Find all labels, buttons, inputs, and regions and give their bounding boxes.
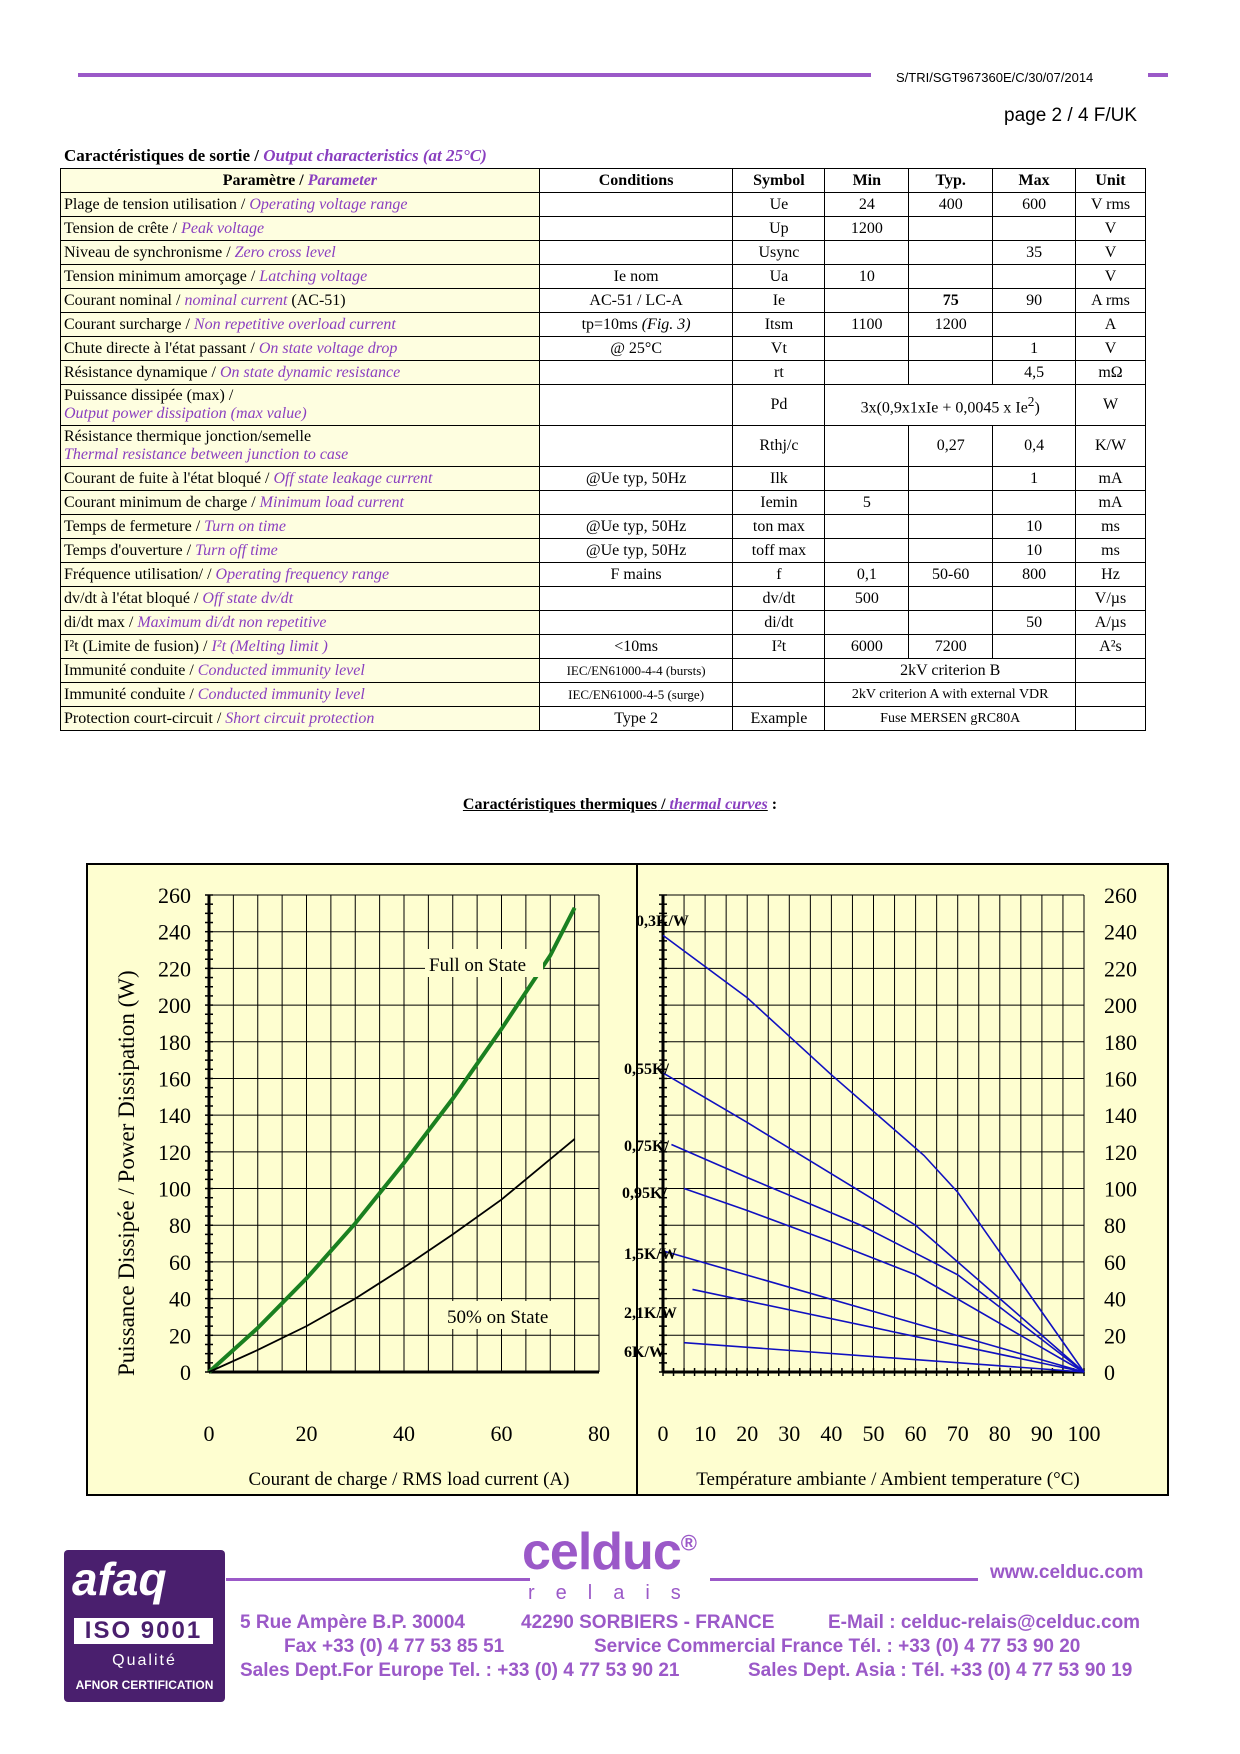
left-x-axis-title: Courant de charge / RMS load current (A) <box>248 1469 570 1490</box>
param-en: Operating frequency range <box>215 565 390 583</box>
cond-value: @ 25°C <box>610 339 662 357</box>
footer-sales-europe: Sales Dept.For Europe Tel. : +33 (0) 4 77 53 90 21 <box>240 1660 680 1681</box>
param-en: Latching voltage <box>259 267 368 285</box>
y-tick-label: 240 <box>158 919 191 945</box>
cell-min: 500 <box>825 587 909 611</box>
x-tick-label: 80 <box>588 1421 610 1446</box>
param-en: Minimum load current <box>259 493 404 511</box>
cell-unit: V/µs <box>1076 587 1146 611</box>
document-reference: S/TRI/SGT967360E/C/30/07/2014 <box>896 70 1094 85</box>
x-tick-label: 0 <box>203 1421 215 1446</box>
label-50-on-state: 50% on State <box>447 1307 549 1328</box>
cell-min: 1200 <box>825 217 909 241</box>
param-en: Conducted immunity level <box>197 685 365 703</box>
series-line-derating <box>684 1189 1084 1372</box>
cond-value: IEC/EN61000-4-5 (surge) <box>568 686 705 702</box>
param-en: Operating voltage range <box>249 195 408 213</box>
param-fr: Immunité conduite <box>64 685 186 703</box>
page-number: page 2 / 4 F/UK <box>1004 105 1138 126</box>
y-tick-label: 180 <box>1104 1029 1137 1055</box>
cell-typ: 7200 <box>909 635 993 659</box>
cell-unit: W <box>1076 385 1146 426</box>
y-tick-label: 160 <box>158 1066 191 1092</box>
param-en: Maximum di/dt non repetitive <box>137 613 327 631</box>
series-line-derating <box>684 1343 1084 1372</box>
param-fr: Courant nominal <box>64 291 172 309</box>
y-tick-label: 120 <box>1104 1139 1137 1165</box>
label-0-95kw: 0,95K/ <box>622 1185 667 1202</box>
param-en: Short circuit protection <box>225 709 375 727</box>
cell-symbol: Rthj/c <box>733 426 825 467</box>
y-tick-label: 160 <box>1104 1066 1137 1092</box>
cell-unit: mA <box>1076 491 1146 515</box>
cell-parameter: I²t (Limite de fusion) / I²t (Melting limit ) <box>61 635 540 659</box>
param-en: Zero cross level <box>234 243 336 261</box>
cell-min: 1100 <box>825 313 909 337</box>
label-2-1kw: 2,1K/W <box>624 1305 677 1322</box>
cond-figure-ref: (Fig. 3) <box>641 315 691 333</box>
thermal-section-title: Caractéristiques thermiques / thermal curves : <box>462 796 778 813</box>
param-fr: di/dt max <box>64 613 125 631</box>
formula-exponent: 2 <box>1027 393 1035 409</box>
left-y-axis-title: Puissance Dissipée / Power Dissipation (W) <box>114 970 139 1376</box>
param-en: Conducted immunity level <box>197 661 365 679</box>
iso-9001-label: ISO 9001 <box>74 1618 213 1644</box>
y-tick-label: 40 <box>169 1286 191 1312</box>
x-tick-label: 60 <box>904 1421 927 1446</box>
cond-value: IEC/EN61000-4-4 (bursts) <box>566 662 706 678</box>
cell-spanned-value: 2kV criterion B <box>825 659 1076 683</box>
cell-parameter: Chute directe à l'état passant / On state voltage drop <box>61 337 540 361</box>
cell-max: 4,5 <box>993 361 1076 385</box>
cell-symbol: toff max <box>733 539 825 563</box>
cell-parameter: dv/dt à l'état bloqué / Off state dv/dt <box>61 587 540 611</box>
series-line-derating <box>692 1289 1084 1372</box>
cell-unit: A²s <box>1076 635 1146 659</box>
website-link[interactable]: www.celduc.com <box>990 1562 1144 1583</box>
cell-unit: V <box>1076 265 1146 289</box>
formula-end: ) <box>1034 399 1040 417</box>
cell-parameter: Courant nominal / nominal current (AC-51) <box>61 289 540 313</box>
param-en: Turn on time <box>204 517 286 535</box>
cell-min: 0,1 <box>825 563 909 587</box>
cell-symbol: ton max <box>733 515 825 539</box>
right-chart-grid <box>659 895 1084 1376</box>
cell-min: 5 <box>825 491 909 515</box>
y-tick-label: 260 <box>158 883 191 908</box>
celduc-logo <box>522 1522 696 1582</box>
cell-min: 6000 <box>825 635 909 659</box>
param-en: On state dynamic resistance <box>219 363 401 381</box>
cell-spanned-value: 2kV criterion A with external VDR <box>825 683 1076 707</box>
x-tick-label: 30 <box>778 1421 801 1446</box>
thermal-title-colon: : <box>771 796 778 813</box>
label-0-3kw: 0,3K/W <box>636 913 689 930</box>
cond-value: tp=10ms <box>581 315 638 333</box>
cell-parameter: Protection court-circuit / Short circuit protection <box>61 707 540 731</box>
cell-unit: V <box>1076 337 1146 361</box>
cell-symbol: Ue <box>733 193 825 217</box>
cell-unit: K/W <box>1076 426 1146 467</box>
cell-parameter: di/dt max / Maximum di/dt non repetitive <box>61 611 540 635</box>
param-fr: Fréquence utilisation/ <box>64 565 204 583</box>
y-tick-label: 0 <box>180 1360 191 1385</box>
celduc-wordmark: celduc <box>522 1523 681 1581</box>
cell-parameter: Immunité conduite / Conducted immunity level <box>61 659 540 683</box>
y-tick-label: 260 <box>1104 883 1137 908</box>
x-tick-label: 10 <box>694 1421 717 1446</box>
cell-parameter: Immunité conduite / Conducted immunity level <box>61 683 540 707</box>
x-tick-label: 50 <box>862 1421 885 1446</box>
formula-text: 3x(0,9x1xIe + 0,0045 x Ie <box>860 399 1028 417</box>
cell-parameter: Résistance dynamique / On state dynamic resistance <box>61 361 540 385</box>
cond-value: F mains <box>610 565 662 583</box>
cell-parameter: Plage de tension utilisation / Operating voltage range <box>61 193 540 217</box>
cell-parameter: Courant de fuite à l'état bloqué / Off state leakage current <box>61 467 540 491</box>
y-tick-label: 200 <box>158 993 191 1019</box>
cell-symbol: Ie <box>733 289 825 313</box>
y-tick-label: 240 <box>1104 919 1137 945</box>
afaq-wordmark: afaq <box>72 1553 167 1605</box>
cell-unit: V rms <box>1076 193 1146 217</box>
cell-spanned-value: Fuse MERSEN gRC80A <box>825 707 1076 731</box>
cond-value: @Ue typ, 50Hz <box>585 517 687 535</box>
cell-unit: ms <box>1076 515 1146 539</box>
x-tick-label: 90 <box>1030 1421 1053 1446</box>
x-tick-label: 20 <box>736 1421 759 1446</box>
thermal-title-en: thermal curves <box>669 796 768 813</box>
y-tick-label: 140 <box>1104 1103 1137 1129</box>
series-line-50-on-state <box>209 1139 575 1372</box>
y-tick-label: 20 <box>1104 1323 1126 1349</box>
output-title-en: Output characteristics (at 25°C) <box>263 146 487 165</box>
cell-unit: Hz <box>1076 563 1146 587</box>
cond-value: Ie nom <box>613 267 659 285</box>
quality-label: Qualité <box>112 1652 177 1669</box>
param-fr: Tension de crête <box>64 219 169 237</box>
cell-typ: 50-60 <box>909 563 993 587</box>
cell-min: 24 <box>825 193 909 217</box>
x-tick-label: 80 <box>988 1421 1011 1446</box>
cell-unit: V <box>1076 217 1146 241</box>
param-fr: Plage de tension utilisation <box>64 195 237 213</box>
cell-max: 0,4 <box>993 426 1076 467</box>
param-fr: Courant minimum de charge <box>64 493 248 511</box>
x-tick-label: 40 <box>393 1421 415 1446</box>
cell-parameter: Tension de crête / Peak voltage <box>61 217 540 241</box>
cond-value: @Ue typ, 50Hz <box>585 541 687 559</box>
cell-symbol: f <box>733 563 825 587</box>
param-en: Off state leakage current <box>273 469 433 487</box>
cell-max: 800 <box>993 563 1076 587</box>
cell-parameter: Niveau de synchronisme / Zero cross level <box>61 241 540 265</box>
thermal-title-fr: Caractéristiques thermiques <box>462 796 658 813</box>
cell-typ: 1200 <box>909 313 993 337</box>
footer-rule-right <box>710 1578 978 1581</box>
cell-parameter: Courant surcharge / Non repetitive overload current <box>61 313 540 337</box>
cell-symbol: Up <box>733 217 825 241</box>
cell-unit: A <box>1076 313 1146 337</box>
param-fr: Niveau de synchronisme <box>64 243 223 261</box>
cell-max: 50 <box>993 611 1076 635</box>
cell-typ: 400 <box>909 193 993 217</box>
footer-address: 5 Rue Ampère B.P. 30004 <box>240 1612 465 1633</box>
param-fr: Temps d'ouverture <box>64 541 183 559</box>
cell-max: 10 <box>993 515 1076 539</box>
cond-value: <10ms <box>614 637 658 655</box>
y-tick-label: 60 <box>169 1249 191 1275</box>
x-tick-label: 100 <box>1067 1421 1101 1446</box>
right-x-axis-title: Température ambiante / Ambient temperature (°C) <box>696 1469 1080 1490</box>
y-tick-label: 80 <box>1104 1213 1126 1239</box>
label-1-5kw: 1,5K/W <box>624 1246 677 1263</box>
y-tick-label: 80 <box>169 1213 191 1239</box>
param-fr: dv/dt à l'état bloqué <box>64 589 190 607</box>
header-symbol: Symbol <box>733 169 825 193</box>
param-en: Peak voltage <box>181 219 265 237</box>
cell-symbol: I²t <box>733 635 825 659</box>
label-0-55kw: 0,55K/ <box>624 1061 669 1078</box>
x-tick-label: 0 <box>657 1421 669 1446</box>
param-extra: (AC-51) <box>291 291 346 309</box>
cell-typ: 75 <box>909 289 993 313</box>
celduc-relais-subtitle: relais <box>528 1582 702 1604</box>
footer-fax: Fax +33 (0) 4 77 53 85 51 <box>284 1636 505 1657</box>
param-fr: Protection court-circuit <box>64 709 213 727</box>
cell-parameter: Tension minimum amorçage / Latching voltage <box>61 265 540 289</box>
cell-symbol: Usync <box>733 241 825 265</box>
cell-max: 1 <box>993 337 1076 361</box>
y-tick-label: 100 <box>158 1176 191 1202</box>
y-tick-label: 0 <box>1104 1360 1115 1385</box>
param-fr: Résistance dynamique <box>64 363 208 381</box>
output-section-title: Caractéristiques de sortie / Output characteristics (at 25°C) <box>64 146 487 165</box>
param-fr: Puissance dissipée (max) / <box>64 387 234 404</box>
label-6kw: 6K/W <box>624 1344 665 1361</box>
cell-symbol: Vt <box>733 337 825 361</box>
footer-email[interactable]: E-Mail : celduc-relais@celduc.com <box>828 1612 1141 1633</box>
param-en: Non repetitive overload current <box>193 315 396 333</box>
cell-typ: 0,27 <box>909 426 993 467</box>
param-fr: Résistance thermique jonction/semelle <box>64 428 312 445</box>
series-line-derating <box>671 1145 1084 1372</box>
cell-symbol: Pd <box>733 385 825 426</box>
param-en: I²t (Melting limit ) <box>211 637 328 655</box>
header-max: Max <box>993 169 1076 193</box>
param-fr: Chute directe à l'état passant <box>64 339 247 357</box>
header-min: Min <box>825 169 909 193</box>
x-tick-label: 40 <box>820 1421 843 1446</box>
footer-sales-asia: Sales Dept. Asia : Tél. +33 (0) 4 77 53 90 19 <box>748 1660 1133 1681</box>
afaq-iso-9001-logo <box>64 1550 225 1702</box>
cell-unit: mA <box>1076 467 1146 491</box>
param-en: Thermal resistance between junction to case <box>64 446 349 463</box>
param-en: Turn off time <box>195 541 278 559</box>
cell-unit: ms <box>1076 539 1146 563</box>
cell-max: 1 <box>993 467 1076 491</box>
header-typ: Typ. <box>909 169 993 193</box>
label-full-on-state: Full on State <box>429 955 527 976</box>
y-tick-label: 180 <box>158 1029 191 1055</box>
cell-symbol: Ilk <box>733 467 825 491</box>
cell-max: 10 <box>993 539 1076 563</box>
cell-max: 90 <box>993 289 1076 313</box>
y-tick-label: 60 <box>1104 1249 1126 1275</box>
cell-parameter: Courant minimum de charge / Minimum load current <box>61 491 540 515</box>
y-tick-label: 140 <box>158 1103 191 1129</box>
header-conditions: Conditions <box>539 169 733 193</box>
y-tick-label: 20 <box>169 1323 191 1349</box>
y-tick-label: 100 <box>1104 1176 1137 1202</box>
cell-symbol: Iemin <box>733 491 825 515</box>
cell-parameter: Temps d'ouverture / Turn off time <box>61 539 540 563</box>
param-fr: I²t (Limite de fusion) <box>64 637 199 655</box>
header-parameter: Paramètre / Parameter <box>61 169 540 193</box>
x-tick-label: 20 <box>295 1421 318 1446</box>
label-0-75kw: 0,75K/ <box>624 1138 669 1155</box>
x-tick-label: 70 <box>946 1421 969 1446</box>
y-tick-label: 120 <box>158 1139 191 1165</box>
y-tick-label: 40 <box>1104 1286 1126 1312</box>
cell-parameter: Fréquence utilisation/ / Operating frequency range <box>61 563 540 587</box>
cell-symbol: dv/dt <box>733 587 825 611</box>
cell-unit: mΩ <box>1076 361 1146 385</box>
param-en: Output power dissipation (max value) <box>64 405 307 422</box>
cond-value: AC-51 / LC-A <box>589 291 683 309</box>
afnor-label: AFNOR CERTIFICATION <box>75 1678 214 1692</box>
cell-min: 10 <box>825 265 909 289</box>
y-tick-label: 220 <box>158 956 191 982</box>
footer-service-france: Service Commercial France Tél. : +33 (0) 4 77 53 90 20 <box>594 1636 1081 1657</box>
cell-unit: A/µs <box>1076 611 1146 635</box>
param-en: Off state dv/dt <box>202 589 294 607</box>
param-en: On state voltage drop <box>258 339 398 357</box>
cell-symbol: rt <box>733 361 825 385</box>
cell-symbol: di/dt <box>733 611 825 635</box>
y-tick-label: 200 <box>1104 993 1137 1019</box>
x-tick-label: 60 <box>490 1421 513 1446</box>
header-unit: Unit <box>1076 169 1146 193</box>
cond-value: Type 2 <box>614 709 658 727</box>
param-fr: Temps de fermeture <box>64 517 192 535</box>
y-tick-label: 220 <box>1104 956 1137 982</box>
param-fr: Immunité conduite <box>64 661 186 679</box>
cell-symbol: Example <box>733 707 825 731</box>
param-en: nominal current <box>184 291 288 309</box>
cell-unit: A rms <box>1076 289 1146 313</box>
footer-rule-left <box>226 1578 530 1581</box>
cell-symbol: Ua <box>733 265 825 289</box>
registered-mark: ® <box>680 1530 696 1556</box>
cell-max: 35 <box>993 241 1076 265</box>
cell-symbol: Itsm <box>733 313 825 337</box>
cond-value: @Ue typ, 50Hz <box>585 469 687 487</box>
footer-city: 42290 SORBIERS - FRANCE <box>521 1612 775 1633</box>
param-fr: Tension minimum amorçage <box>64 267 247 285</box>
param-fr: Courant de fuite à l'état bloqué <box>64 469 262 487</box>
cell-unit: V <box>1076 241 1146 265</box>
cell-parameter: Temps de fermeture / Turn on time <box>61 515 540 539</box>
cell-max: 600 <box>993 193 1076 217</box>
param-fr: Courant surcharge <box>64 315 182 333</box>
output-title-fr: Caractéristiques de sortie <box>64 146 251 165</box>
